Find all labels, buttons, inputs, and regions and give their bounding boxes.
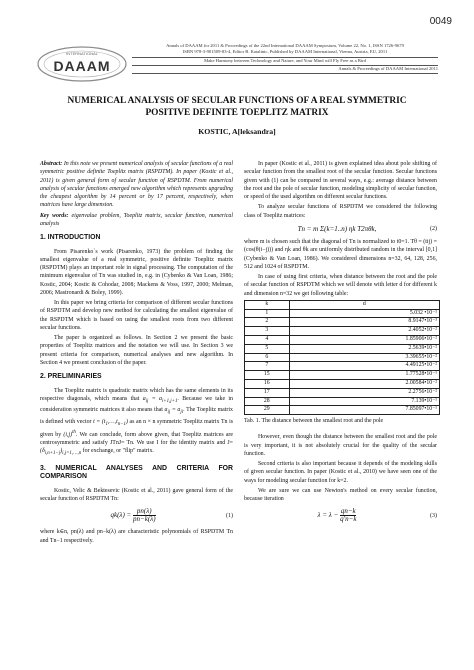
table-cell-k: 3 — [245, 327, 290, 336]
table-cell-d: 2.4052•10⁻² — [289, 327, 439, 336]
sec2-paragraph-1: The Toeplitz matrix is quadratic matrix which has the same elements in its respective diagonals, which means that $a_{ij} = a_{i+1,j+1}$. Because we take in consideration symmetric matrices it also means that $a_{ij} = a_{ji}$. The Toeplitz matrix is defined with vector $t = (t_1,\dots,t_{n-1})$ as an n × n symmetric Toeplitz matrix Tn is given by $(i,j)^{th}$. We can conclude, form above given, that Toeplitz matrices are centrosymmetric and satisfy JTnJ= Tn. We use I for the identity matrix and $J= (\delta_{i,n+1-j})_{i,j=1,\dots,n}$ for exchange, or "flip" matrix. — [40, 387, 234, 457]
equation-3: λ = λ − $\frac{qn-k}{q'n-k}$ (3) — [317, 507, 437, 524]
table-row — [245, 344, 440, 353]
right-paragraph-6: Second criteria is also important because it depends of the modeling skills of given secular function. In paper (Kostic et al., 2010) we have seen one of the ways for modeling secular function for k=2. — [244, 461, 437, 484]
table-cell-k: 6 — [245, 353, 290, 362]
section-3-heading: 3. NUMERICAL ANALYSES AND CRITERIA FOR COMPARISON — [40, 464, 233, 481]
table-row — [245, 406, 440, 415]
table-row — [245, 379, 440, 388]
table-cell-d: 8.9147•10⁻³ — [289, 318, 439, 327]
table-header-k: k — [245, 300, 290, 309]
logo-text: DAAAM — [53, 58, 111, 74]
table-row — [245, 397, 440, 406]
table-row — [245, 327, 440, 336]
right-column — [244, 160, 437, 528]
equation-3-number: (3) — [430, 512, 437, 519]
table-cell-k: 15 — [245, 371, 290, 380]
sec3-paragraph-2: where k∈n, pn(λ) and pn−k(λ) are characteristic polynomials of RSPDTM Tn and Tn−1 respectively. — [40, 529, 233, 544]
table-cell-k: 4 — [245, 335, 290, 344]
header-line-2: ISBN 978-3-901509-83-4, Editor B. Katalinic, Published by DAAAM International, Vienna, Austria, EU, 2011 — [182, 49, 388, 55]
journal-header — [132, 43, 438, 56]
table-cell-k: 2 — [245, 318, 290, 327]
table-cell-k: 7 — [245, 362, 290, 371]
table-cell-d: 1.77528•10⁻¹ — [289, 371, 439, 380]
paper-title — [40, 96, 434, 119]
abstract-label: Abstract: — [40, 161, 63, 167]
equation-1-number: (1) — [226, 512, 233, 519]
equation-2-number: (2) — [430, 225, 437, 232]
table-cell-k: 1 — [245, 309, 290, 318]
table-cell-d: 3.39655•10⁻² — [289, 353, 439, 362]
title-line-1: NUMERICAL ANALYSIS OF SECULAR FUNCTIONS OF A REAL SYMMETRIC — [67, 96, 407, 106]
table-row — [245, 388, 440, 397]
keywords-text: eigenvalue problem, Toeplitz matrix, secular function, numerical analysis — [40, 212, 233, 227]
right-paragraph-5: However, even though the distance between the smallest root and the pole is very important, it is not absolutely crucial for the quality of the secular function. — [244, 434, 437, 457]
distance-table — [244, 300, 440, 415]
table-cell-k: 17 — [245, 388, 290, 397]
right-paragraph-1: In paper (Kostic et al., 2011) is given explained idea about pole shifting of secular function from the smallest root of the secular function. Secular functions given with (1) can be compared in several ways, e.g.: average distance between the root and the pole of secular function, modeling simplicity of secular function, or speed of the used algorithm on different secular functions. — [244, 161, 437, 200]
table-cell-k: 5 — [245, 344, 290, 353]
table-cell-d: 2.5639•10⁻² — [289, 344, 439, 353]
left-column — [40, 160, 233, 547]
keywords-label: Key words: — [40, 212, 69, 219]
table-row — [245, 353, 440, 362]
right-paragraph-4: In case of using first criteria, when distance between the root and the pole of secular function of RSPDTM which we will denote with letter d for different k and dimension n=32 we get following table: — [244, 274, 437, 297]
table-caption: Tab. 1. The distance between the smallest root and the pole — [244, 418, 384, 425]
table-header-d: d — [289, 300, 439, 309]
abstract — [40, 160, 233, 210]
abstract-text: In this note we present numerical analysis of secular functions of a real symmetric positive definite Toeplitz matrix (RSPDTM). In paper (Kostic et al., 2011) is given general form of secular function of RSPDTM. From numerical analysis of secular functions emerged new algorithm which represents upgrading the cheapest algorithm by 14 percent or by 17 percent, respectively, when matrices have large dimension. — [40, 161, 233, 209]
table-cell-d: 4.49125•10⁻² — [289, 362, 439, 371]
table-cell-d: 1.85906•10⁻² — [289, 335, 439, 344]
table-cell-k: 29 — [245, 406, 290, 415]
header-line-3: Make Harmony between Technology and Nature, and Your Mind will Fly Free as a Bird — [204, 58, 366, 63]
table-cell-d: 5.032 •10⁻¹ — [289, 309, 439, 318]
header-line-1: Annals of DAAAM for 2011 & Proceedings of the 22nd International DAAAM Symposium, Volume 22, No. 1, ISSN 1726-9679 — [166, 43, 404, 48]
section-1-heading: 1. INTRODUCTION — [40, 234, 101, 241]
sec3-paragraph-1: Kostic, Velic & Bektesevic (Kostic et al., 2011) gave general form of the secular function of RSPDTM Tn: — [40, 487, 233, 503]
sec1-paragraph-3: The paper is organized as follows. In Section 2 we present the basic properties of Toeplitz matrices and the notation we will use. In Section 3 we present criteria for comparison, numerical analyses and new algorithm. In Section 4 we present conclusion of the paper. — [40, 335, 233, 366]
equation-2: Tn = m Σ(k=1..n) ηk T2πθk, (2) — [297, 224, 437, 233]
table-row — [245, 335, 440, 344]
table-cell-d: 7.139•10⁻¹ — [289, 397, 439, 406]
logo-ring-text: INTERNATIONAL — [66, 51, 98, 56]
equation-1: qk(λ) = $\frac{pn(\lambda)}{pn-k(\lambda)}$ (1) — [110, 507, 233, 524]
keywords — [40, 212, 233, 229]
table-row — [245, 318, 440, 327]
right-paragraph-3: where m is chosen such that the diagonal of Tn is normalized to t0=1. Tθ = (tij) = (cos(θ(i−j))) and ηk and θk are uniformly distributed random in the interval [0,1] (Cybenko & Van Loan, 1986). We considered dimensions n=32, 64, 128, 256, 512 and 1024 of RSPDTM. — [244, 239, 437, 270]
table-row — [245, 362, 440, 371]
author: KOSTIC, A[leksandra] — [198, 127, 276, 136]
title-line-2: POSITIVE DEFINITE TOEPLITZ MATRIX — [145, 107, 329, 118]
table-cell-k: 28 — [245, 397, 290, 406]
page-number: 0049 — [429, 16, 452, 27]
table-cell-d: 2.00584•10⁻² — [289, 379, 439, 388]
sec1-paragraph-1: From Pisarenko`s work (Pisarenko, 1973) the problem of finding the smallest eigenvalue of a real symmetric, positive definite Toeplitz matrix (RSPDTM) plays an important role in signal processing. The computation of the minimum eigenvalue of Tn was studied in, e.g. in (Cybenko & Van Loan, 1986; Kostic, 2004; Kostic & Cohodar, 2008; Mackens & Voss, 1997, 2000; Melman, 2006; Mastronardi & Boley, 1999). — [40, 248, 233, 296]
right-paragraph-2: To analyze secular functions of RSPDTM we considered the following class of Toeplitz matrices: — [244, 204, 437, 219]
table-cell-d: 2.2756•10⁻² — [289, 388, 439, 397]
table-row — [245, 371, 440, 380]
daaam-logo — [36, 44, 128, 84]
section-2-heading: 2. PRELIMINARIES — [40, 373, 102, 380]
table-row — [245, 309, 440, 318]
right-paragraph-7: We are sure we can use Newton's method on every secular function, because iteration — [244, 487, 437, 503]
header-rule-3 — [132, 73, 438, 74]
sec1-paragraph-2: In this paper we bring criteria for comparison of different secular functions of RSPDTM and develop new method for calculating the smallest eigenvalue of the RSPDTM which is based on using the smallest roots from two different secular functions. — [40, 300, 233, 331]
header-line-4: Annals & Proceedings of DAAAM International 2011 — [338, 66, 438, 71]
table-cell-d: 7.85097•10⁻¹ — [289, 406, 439, 415]
table-cell-k: 16 — [245, 379, 290, 388]
